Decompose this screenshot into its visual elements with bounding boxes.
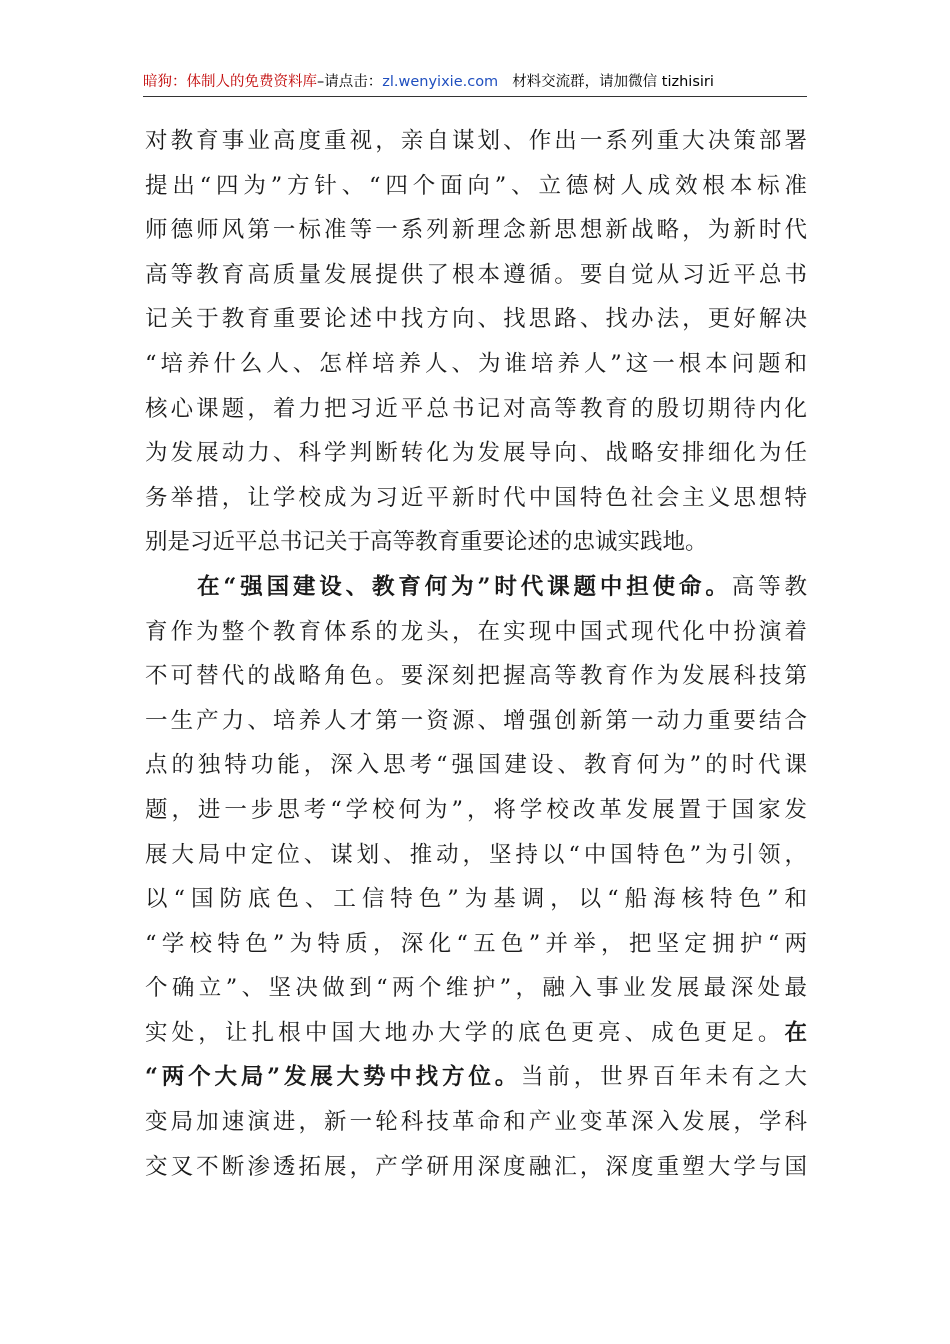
body-text-segment: 变局加速演进，新一轮科技革命和产业变革深入发展，学科: [145, 1109, 807, 1136]
text-line: [145, 565, 807, 610]
header-url-link[interactable]: zl.wenyixie.com: [382, 74, 499, 90]
text-line: [145, 1055, 807, 1100]
text-line: [145, 164, 807, 209]
body-text-segment: 以“国防底色、工信特色”为基调，以“船海核特色”和: [145, 886, 807, 913]
text-line: [145, 788, 807, 833]
text-line: [145, 208, 807, 253]
text-line: [145, 476, 807, 521]
header-site-name: 暗狗：体制人的免费资料库: [143, 74, 317, 90]
header-contact: 材料交流群，请加微信 tizhisiri: [512, 74, 714, 90]
text-line: [145, 877, 807, 922]
bold-heading-text: “两个大局”发展大势中找方位。: [145, 1064, 522, 1091]
body-text-segment: 高等教育高质量发展提供了根本遵循。要自觉从习近平总书: [145, 261, 807, 288]
text-line: [145, 1011, 807, 1056]
body-text-segment: “学校特色”为特质，深化“五色”并举，把坚定拥护“两: [145, 930, 807, 957]
body-text-segment: “培养什么人、怎样培养人、为谁培养人”这一根本问题和: [145, 350, 807, 377]
bold-heading-text: 在“强国建设、教育何为”时代课题中担使命。: [197, 573, 732, 600]
body-text-segment: 题，进一步思考“学校何为”，将学校改革发展置于国家发: [145, 796, 807, 823]
page-header: [143, 70, 807, 97]
document-body: [145, 119, 807, 1189]
text-line: [145, 119, 807, 164]
body-text-segment: 核心课题，着力把习近平总书记对高等教育的殷切期待内化: [145, 395, 807, 422]
text-line: [145, 387, 807, 432]
body-text-segment: 记关于教育重要论述中找方向、找思路、找办法，更好解决: [145, 306, 807, 333]
text-line: [145, 743, 807, 788]
body-text-segment: 交叉不断渗透拓展，产学研用深度融汇，深度重塑大学与国: [145, 1153, 807, 1180]
body-text-segment: 一生产力、培养人才第一资源、增强创新第一动力重要结合: [145, 707, 807, 734]
header-click-prompt: –请点击：: [317, 74, 383, 90]
body-text-segment: 提出“四为”方针、“四个面向”、立德树人成效根本标准: [145, 172, 807, 199]
text-line: [145, 342, 807, 387]
body-text-segment: 点的独特功能，深入思考“强国建设、教育何为”的时代课: [145, 752, 807, 779]
text-line: [145, 431, 807, 476]
body-text-segment: 对教育事业高度重视，亲自谋划、作出一系列重大决策部署: [145, 128, 807, 154]
body-text-segment: 当前，世界百年未有之大: [521, 1064, 807, 1091]
text-line: [145, 699, 807, 744]
body-text-segment: 育作为整个教育体系的龙头，在实现中国式现代化中扮演着: [145, 618, 807, 645]
text-line: [145, 966, 807, 1011]
text-line: [145, 1100, 807, 1145]
body-text-segment: 不可替代的战略角色。要深刻把握高等教育作为发展科技第: [145, 663, 807, 690]
text-line: [145, 297, 807, 342]
body-text-segment: 别是习近平总书记关于高等教育重要论述的忠诚实践地。: [145, 529, 708, 556]
body-text-segment: 展大局中定位、谋划、推动，坚持以“中国特色”为引领，: [145, 841, 807, 868]
body-text-segment: 实处，让扎根中国大地办大学的底色更亮、成色更足。: [145, 1019, 785, 1046]
text-line: [145, 833, 807, 878]
bold-heading-text: 在: [784, 1019, 807, 1046]
text-line: [145, 610, 807, 655]
text-line: [145, 654, 807, 699]
text-line: [145, 520, 807, 565]
body-text-segment: 师德师风第一标准等一系列新理念新思想新战略，为新时代: [145, 217, 807, 244]
body-text-segment: 高等教: [731, 573, 807, 600]
text-line: [145, 922, 807, 967]
body-text-segment: 务举措，让学校成为习近平新时代中国特色社会主义思想特: [145, 484, 807, 511]
text-line: [145, 253, 807, 298]
body-text-segment: 为发展动力、科学判断转化为发展导向、战略安排细化为任: [145, 440, 807, 467]
body-text-segment: 个确立”、坚决做到“两个维护”，融入事业发展最深处最: [145, 975, 807, 1002]
text-line: [145, 1145, 807, 1190]
